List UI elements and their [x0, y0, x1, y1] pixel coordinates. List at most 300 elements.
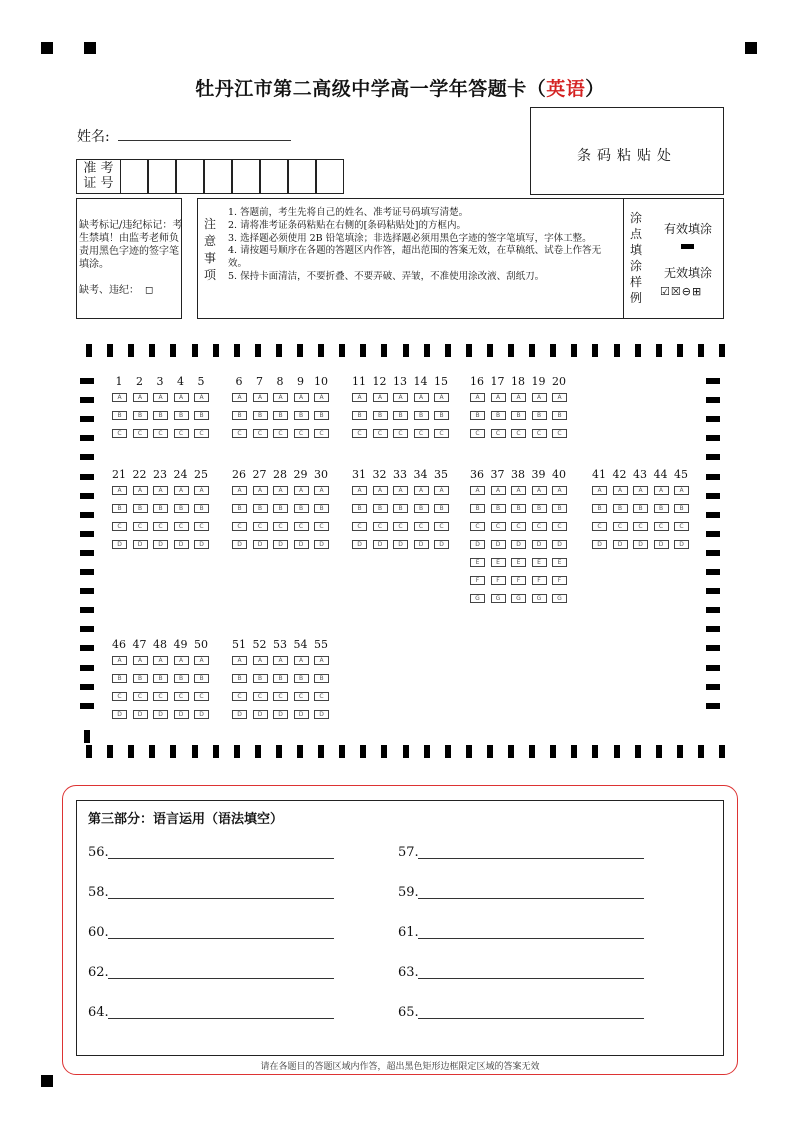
answer-bubble-a[interactable]: A: [592, 486, 607, 495]
answer-bubble-d[interactable]: D: [273, 540, 288, 549]
answer-bubble-d[interactable]: D: [174, 710, 189, 719]
answer-bubble-b[interactable]: B: [633, 504, 648, 513]
answer-bubble-b[interactable]: B: [174, 674, 189, 683]
answer-bubble-b[interactable]: B: [592, 504, 607, 513]
answer-bubble-a[interactable]: A: [491, 393, 506, 402]
answer-bubble-c[interactable]: C: [373, 522, 388, 531]
answer-bubble-b[interactable]: B: [253, 411, 268, 420]
answer-bubble-c[interactable]: C: [253, 429, 268, 438]
answer-bubble-c[interactable]: C: [133, 692, 148, 701]
answer-bubble-c[interactable]: C: [470, 522, 485, 531]
answer-bubble-b[interactable]: B: [232, 504, 247, 513]
answer-bubble-d[interactable]: D: [592, 540, 607, 549]
answer-bubble-a[interactable]: A: [314, 656, 329, 665]
answer-bubble-c[interactable]: C: [194, 522, 209, 531]
answer-bubble-c[interactable]: C: [314, 429, 329, 438]
answer-bubble-g[interactable]: G: [532, 594, 547, 603]
answer-bubble-c[interactable]: C: [314, 522, 329, 531]
answer-bubble-b[interactable]: B: [273, 674, 288, 683]
timing-tick: [84, 730, 90, 743]
timing-tick: [677, 745, 683, 758]
question-number: 27: [252, 468, 267, 481]
answer-bubble-b[interactable]: B: [552, 411, 567, 420]
answer-bubble-b[interactable]: B: [273, 504, 288, 513]
answer-bubble-d[interactable]: D: [174, 540, 189, 549]
answer-bubble-b[interactable]: B: [194, 504, 209, 513]
answer-bubble-a[interactable]: A: [294, 486, 309, 495]
answer-bubble-a[interactable]: A: [253, 656, 268, 665]
answer-bubble-c[interactable]: C: [491, 522, 506, 531]
answer-bubble-a[interactable]: A: [654, 486, 669, 495]
answer-bubble-b[interactable]: B: [133, 411, 148, 420]
answer-bubble-d[interactable]: D: [112, 710, 127, 719]
answer-bubble-c[interactable]: C: [232, 522, 247, 531]
answer-bubble-b[interactable]: B: [414, 504, 429, 513]
answer-bubble-c[interactable]: C: [194, 692, 209, 701]
answer-bubble-b[interactable]: B: [232, 411, 247, 420]
answer-bubble-a[interactable]: A: [491, 486, 506, 495]
answer-bubble-d[interactable]: D: [153, 540, 168, 549]
answer-bubble-a[interactable]: A: [314, 486, 329, 495]
answer-bubble-b[interactable]: B: [153, 411, 168, 420]
timing-tick: [360, 344, 366, 357]
answer-bubble-c[interactable]: C: [174, 522, 189, 531]
answer-bubble-c[interactable]: C: [434, 522, 449, 531]
answer-bubble-a[interactable]: A: [112, 486, 127, 495]
answer-bubble-d[interactable]: D: [294, 540, 309, 549]
answer-bubble-b[interactable]: B: [294, 504, 309, 513]
answer-bubble-f[interactable]: F: [491, 576, 506, 585]
timing-tick: [571, 745, 577, 758]
answer-bubble-b[interactable]: B: [352, 504, 367, 513]
answer-bubble-c[interactable]: C: [511, 429, 526, 438]
answer-bubble-b[interactable]: B: [532, 411, 547, 420]
answer-bubble-d[interactable]: D: [352, 540, 367, 549]
answer-bubble-b[interactable]: B: [511, 411, 526, 420]
answer-bubble-a[interactable]: A: [532, 486, 547, 495]
answer-bubble-c[interactable]: C: [373, 429, 388, 438]
answer-bubble-d[interactable]: D: [153, 710, 168, 719]
answer-bubble-c[interactable]: C: [470, 429, 485, 438]
answer-bubble-b[interactable]: B: [532, 504, 547, 513]
answer-bubble-b[interactable]: B: [112, 411, 127, 420]
answer-bubble-c[interactable]: C: [352, 429, 367, 438]
answer-bubble-d[interactable]: D: [133, 710, 148, 719]
timing-tick: [255, 745, 261, 758]
answer-bubble-b[interactable]: B: [434, 504, 449, 513]
timing-tick: [706, 474, 720, 480]
answer-bubble-b[interactable]: B: [153, 504, 168, 513]
exam-id-digit-cell[interactable]: [120, 159, 148, 194]
answer-bubble-a[interactable]: A: [194, 486, 209, 495]
answer-bubble-c[interactable]: C: [133, 522, 148, 531]
answer-bubble-a[interactable]: A: [552, 486, 567, 495]
answer-bubble-b[interactable]: B: [174, 504, 189, 513]
answer-bubble-g[interactable]: G: [470, 594, 485, 603]
answer-bubble-e[interactable]: E: [552, 558, 567, 567]
answer-bubble-d[interactable]: D: [253, 540, 268, 549]
answer-bubble-a[interactable]: A: [633, 486, 648, 495]
answer-bubble-a[interactable]: A: [133, 486, 148, 495]
timing-tick: [107, 344, 113, 357]
question-number: 21: [112, 468, 126, 481]
exam-id-digit-cell[interactable]: [232, 159, 260, 194]
timing-tick: [149, 745, 155, 758]
answer-bubble-d[interactable]: D: [112, 540, 127, 549]
timing-tick: [192, 344, 198, 357]
answer-bubble-d[interactable]: D: [232, 710, 247, 719]
timing-tick: [339, 344, 345, 357]
answer-bubble-c[interactable]: C: [174, 429, 189, 438]
answer-bubble-b[interactable]: B: [373, 504, 388, 513]
answer-bubble-e[interactable]: E: [532, 558, 547, 567]
answer-bubble-c[interactable]: C: [294, 692, 309, 701]
answer-bubble-a[interactable]: A: [511, 393, 526, 402]
answer-blank-line[interactable]: [108, 898, 334, 899]
timing-tick: [508, 745, 514, 758]
answer-bubble-b[interactable]: B: [373, 411, 388, 420]
answer-bubble-a[interactable]: A: [470, 393, 485, 402]
answer-bubble-b[interactable]: B: [470, 411, 485, 420]
answer-blank-line[interactable]: [108, 1018, 334, 1019]
answer-bubble-a[interactable]: A: [153, 393, 168, 402]
answer-bubble-a[interactable]: A: [174, 393, 189, 402]
answer-bubble-a[interactable]: A: [434, 486, 449, 495]
answer-bubble-d[interactable]: D: [674, 540, 689, 549]
registration-mark: [41, 1075, 53, 1087]
answer-bubble-d[interactable]: D: [194, 710, 209, 719]
exam-id-digit-cell[interactable]: [316, 159, 344, 194]
answer-bubble-a[interactable]: A: [194, 393, 209, 402]
answer-blank-line[interactable]: [418, 938, 644, 939]
answer-bubble-e[interactable]: E: [511, 558, 526, 567]
answer-bubble-d[interactable]: D: [133, 540, 148, 549]
timing-tick: [592, 745, 598, 758]
answer-bubble-c[interactable]: C: [532, 429, 547, 438]
answer-bubble-d[interactable]: D: [633, 540, 648, 549]
answer-bubble-d[interactable]: D: [294, 710, 309, 719]
answer-bubble-b[interactable]: B: [153, 674, 168, 683]
answer-bubble-b[interactable]: B: [194, 674, 209, 683]
answer-bubble-b[interactable]: B: [294, 674, 309, 683]
answer-bubble-a[interactable]: A: [414, 393, 429, 402]
answer-bubble-a[interactable]: A: [393, 486, 408, 495]
blank-number: 59.: [398, 885, 419, 900]
answer-bubble-f[interactable]: F: [511, 576, 526, 585]
timing-tick: [445, 745, 451, 758]
answer-bubble-b[interactable]: B: [314, 411, 329, 420]
answer-bubble-a[interactable]: A: [434, 393, 449, 402]
answer-bubble-a[interactable]: A: [253, 393, 268, 402]
answer-bubble-b[interactable]: B: [112, 674, 127, 683]
subject-label: 英语: [546, 78, 586, 100]
answer-bubble-g[interactable]: G: [552, 594, 567, 603]
blank-number: 58.: [88, 885, 109, 900]
answer-bubble-c[interactable]: C: [314, 692, 329, 701]
timing-tick: [234, 344, 240, 357]
answer-bubble-d[interactable]: D: [314, 540, 329, 549]
answer-bubble-b[interactable]: B: [491, 504, 506, 513]
answer-bubble-b[interactable]: B: [393, 411, 408, 420]
answer-bubble-e[interactable]: E: [470, 558, 485, 567]
answer-bubble-d[interactable]: D: [532, 540, 547, 549]
answer-blank-line[interactable]: [108, 858, 334, 859]
answer-bubble-c[interactable]: C: [592, 522, 607, 531]
question-number: 38: [511, 468, 525, 481]
answer-bubble-b[interactable]: B: [133, 674, 148, 683]
timing-tick: [80, 454, 94, 460]
answer-bubble-c[interactable]: C: [633, 522, 648, 531]
answer-bubble-c[interactable]: C: [273, 522, 288, 531]
answer-bubble-a[interactable]: A: [273, 393, 288, 402]
answer-blank-line[interactable]: [418, 1018, 644, 1019]
exam-id-digit-cell[interactable]: [176, 159, 204, 194]
name-label: 姓名:: [77, 129, 110, 145]
answer-bubble-a[interactable]: A: [273, 486, 288, 495]
answer-bubble-a[interactable]: A: [294, 656, 309, 665]
answer-bubble-c[interactable]: C: [393, 522, 408, 531]
page-title: 牡丹江市第二高级中学高一学年答题卡（英语）: [195, 78, 605, 100]
timing-tick: [706, 607, 720, 613]
answer-blank-line[interactable]: [418, 858, 644, 859]
answer-bubble-c[interactable]: C: [414, 429, 429, 438]
timing-tick: [403, 745, 409, 758]
answer-bubble-f[interactable]: F: [532, 576, 547, 585]
blank-number: 62.: [88, 965, 109, 980]
timing-tick: [424, 745, 430, 758]
answer-bubble-b[interactable]: B: [314, 504, 329, 513]
answer-bubble-b[interactable]: B: [393, 504, 408, 513]
answer-bubble-b[interactable]: B: [232, 674, 247, 683]
answer-bubble-a[interactable]: A: [470, 486, 485, 495]
answer-bubble-c[interactable]: C: [273, 692, 288, 701]
answer-bubble-a[interactable]: A: [232, 486, 247, 495]
exam-id-digit-cell[interactable]: [148, 159, 176, 194]
exam-id-digit-cell[interactable]: [288, 159, 316, 194]
question-number: 31: [352, 468, 366, 481]
timing-tick: [381, 344, 387, 357]
answer-bubble-a[interactable]: A: [352, 393, 367, 402]
answer-bubble-b[interactable]: B: [470, 504, 485, 513]
answer-bubble-c[interactable]: C: [232, 692, 247, 701]
answer-bubble-a[interactable]: A: [294, 393, 309, 402]
answer-bubble-a[interactable]: A: [273, 656, 288, 665]
timing-tick: [706, 397, 720, 403]
answer-bubble-a[interactable]: A: [232, 656, 247, 665]
blank-number: 64.: [88, 1005, 109, 1020]
answer-bubble-a[interactable]: A: [174, 656, 189, 665]
question-number: 20: [552, 375, 566, 388]
answer-bubble-a[interactable]: A: [253, 486, 268, 495]
timing-tick: [192, 745, 198, 758]
answer-bubble-c[interactable]: C: [153, 522, 168, 531]
timing-tick: [170, 344, 176, 357]
answer-bubble-d[interactable]: D: [253, 710, 268, 719]
answer-bubble-a[interactable]: A: [133, 393, 148, 402]
answer-bubble-c[interactable]: C: [613, 522, 628, 531]
answer-bubble-c[interactable]: C: [654, 522, 669, 531]
answer-bubble-a[interactable]: A: [613, 486, 628, 495]
timing-tick: [706, 531, 720, 537]
answer-bubble-b[interactable]: B: [434, 411, 449, 420]
timing-tick: [234, 745, 240, 758]
answer-blank-line[interactable]: [418, 978, 644, 979]
answer-bubble-a[interactable]: A: [153, 486, 168, 495]
exam-id-digit-cell[interactable]: [204, 159, 232, 194]
answer-bubble-c[interactable]: C: [491, 429, 506, 438]
question-number: 2: [136, 375, 143, 388]
answer-bubble-a[interactable]: A: [414, 486, 429, 495]
answer-bubble-c[interactable]: C: [112, 692, 127, 701]
answer-bubble-b[interactable]: B: [352, 411, 367, 420]
timing-tick: [592, 344, 598, 357]
question-number: 40: [552, 468, 566, 481]
question-number: 12: [372, 375, 387, 388]
question-number: 51: [232, 638, 246, 651]
answer-bubble-d[interactable]: D: [373, 540, 388, 549]
answer-bubble-d[interactable]: D: [470, 540, 485, 549]
answer-blank-line[interactable]: [108, 978, 334, 979]
answer-bubble-d[interactable]: D: [393, 540, 408, 549]
question-number: 13: [393, 375, 407, 388]
answer-bubble-b[interactable]: B: [133, 504, 148, 513]
answer-bubble-a[interactable]: A: [232, 393, 247, 402]
answer-bubble-a[interactable]: A: [112, 656, 127, 665]
answer-bubble-b[interactable]: B: [654, 504, 669, 513]
answer-bubble-a[interactable]: A: [194, 656, 209, 665]
answer-bubble-d[interactable]: D: [511, 540, 526, 549]
answer-bubble-b[interactable]: B: [273, 411, 288, 420]
answer-bubble-f[interactable]: F: [470, 576, 485, 585]
answer-bubble-c[interactable]: C: [194, 429, 209, 438]
answer-bubble-c[interactable]: C: [273, 429, 288, 438]
answer-bubble-c[interactable]: C: [393, 429, 408, 438]
answer-bubble-b[interactable]: B: [253, 504, 268, 513]
answer-bubble-d[interactable]: D: [194, 540, 209, 549]
answer-bubble-d[interactable]: D: [552, 540, 567, 549]
answer-bubble-c[interactable]: C: [352, 522, 367, 531]
answer-bubble-a[interactable]: A: [373, 486, 388, 495]
answer-bubble-c[interactable]: C: [112, 429, 127, 438]
answer-bubble-c[interactable]: C: [253, 692, 268, 701]
registration-mark: [745, 42, 757, 54]
answer-bubble-c[interactable]: C: [434, 429, 449, 438]
answer-bubble-a[interactable]: A: [552, 393, 567, 402]
answer-bubble-b[interactable]: B: [253, 674, 268, 683]
answer-bubble-e[interactable]: E: [491, 558, 506, 567]
answer-bubble-b[interactable]: B: [112, 504, 127, 513]
timing-tick: [80, 703, 94, 709]
answer-bubble-d[interactable]: D: [613, 540, 628, 549]
answer-bubble-d[interactable]: D: [414, 540, 429, 549]
question-number: 14: [413, 375, 428, 388]
answer-bubble-c[interactable]: C: [294, 429, 309, 438]
answer-bubble-a[interactable]: A: [532, 393, 547, 402]
answer-bubble-a[interactable]: A: [352, 486, 367, 495]
answer-bubble-b[interactable]: B: [613, 504, 628, 513]
answer-bubble-b[interactable]: B: [294, 411, 309, 420]
answer-bubble-d[interactable]: D: [434, 540, 449, 549]
name-field[interactable]: [118, 140, 291, 141]
answer-bubble-c[interactable]: C: [552, 429, 567, 438]
timing-tick: [80, 397, 94, 403]
timing-tick: [706, 435, 720, 441]
answer-bubble-c[interactable]: C: [232, 429, 247, 438]
exam-id-digit-cell[interactable]: [260, 159, 288, 194]
answer-bubble-b[interactable]: B: [314, 674, 329, 683]
answer-bubble-g[interactable]: G: [511, 594, 526, 603]
timing-tick: [80, 493, 94, 499]
answer-bubble-a[interactable]: A: [174, 486, 189, 495]
answer-bubble-c[interactable]: C: [153, 692, 168, 701]
answer-bubble-b[interactable]: B: [511, 504, 526, 513]
timing-tick: [80, 435, 94, 441]
answer-bubble-c[interactable]: C: [674, 522, 689, 531]
answer-bubble-b[interactable]: B: [491, 411, 506, 420]
answer-bubble-c[interactable]: C: [253, 522, 268, 531]
notes-heading: 注意事项: [203, 217, 216, 282]
question-number: 55: [314, 638, 328, 651]
question-number: 10: [314, 375, 328, 388]
answer-bubble-a[interactable]: A: [314, 393, 329, 402]
answer-bubble-a[interactable]: A: [112, 393, 127, 402]
answer-bubble-d[interactable]: D: [654, 540, 669, 549]
answer-bubble-c[interactable]: C: [414, 522, 429, 531]
answer-bubble-c[interactable]: C: [174, 692, 189, 701]
timing-tick: [571, 344, 577, 357]
answer-bubble-d[interactable]: D: [491, 540, 506, 549]
timing-tick: [80, 378, 94, 384]
answer-blank-line[interactable]: [108, 938, 334, 939]
timing-tick: [80, 665, 94, 671]
answer-bubble-c[interactable]: C: [112, 522, 127, 531]
answer-bubble-a[interactable]: A: [373, 393, 388, 402]
answer-bubble-c[interactable]: C: [133, 429, 148, 438]
answer-bubble-c[interactable]: C: [294, 522, 309, 531]
timing-tick: [698, 344, 704, 357]
answer-bubble-a[interactable]: A: [511, 486, 526, 495]
timing-tick: [550, 344, 556, 357]
answer-bubble-c[interactable]: C: [552, 522, 567, 531]
answer-bubble-a[interactable]: A: [393, 393, 408, 402]
answer-bubble-a[interactable]: A: [674, 486, 689, 495]
answer-bubble-d[interactable]: D: [314, 710, 329, 719]
answer-bubble-b[interactable]: B: [194, 411, 209, 420]
answer-bubble-c[interactable]: C: [511, 522, 526, 531]
answer-bubble-d[interactable]: D: [232, 540, 247, 549]
question-number: 17: [490, 375, 505, 388]
timing-tick: [403, 344, 409, 357]
answer-blank-line[interactable]: [418, 898, 644, 899]
timing-tick: [656, 344, 662, 357]
answer-bubble-b[interactable]: B: [174, 411, 189, 420]
timing-tick: [635, 344, 641, 357]
answer-bubble-c[interactable]: C: [153, 429, 168, 438]
answer-bubble-b[interactable]: B: [552, 504, 567, 513]
answer-bubble-a[interactable]: A: [133, 656, 148, 665]
answer-bubble-c[interactable]: C: [532, 522, 547, 531]
question-number: 44: [653, 468, 668, 481]
answer-bubble-b[interactable]: B: [674, 504, 689, 513]
timing-tick: [706, 569, 720, 575]
answer-bubble-a[interactable]: A: [153, 656, 168, 665]
answer-bubble-f[interactable]: F: [552, 576, 567, 585]
timing-tick: [706, 684, 720, 690]
absent-checkbox[interactable]: ◻: [145, 285, 154, 296]
answer-bubble-b[interactable]: B: [414, 411, 429, 420]
answer-bubble-d[interactable]: D: [273, 710, 288, 719]
answer-bubble-g[interactable]: G: [491, 594, 506, 603]
